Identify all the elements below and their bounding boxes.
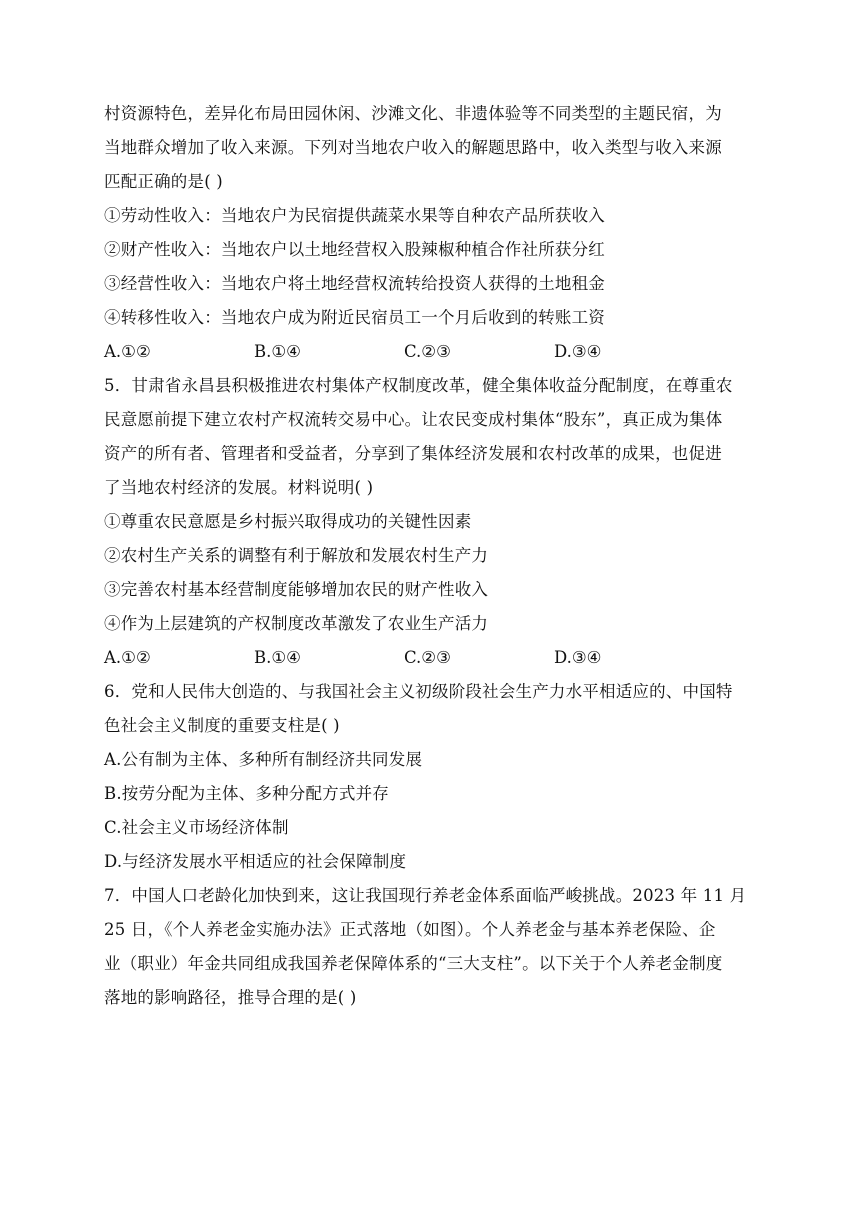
question-4-option-1: ①劳动性收入：当地农户为民宿提供蔬菜水果等自种农产品所获收入 — [104, 206, 605, 225]
question-5-choice-d: D.③④ — [554, 648, 602, 667]
question-7-stem-line-1: 7．中国人口老龄化加快到来，这让我国现行养老金体系面临严峻挑战。2023 年 11 月 — [104, 886, 747, 905]
question-5-choice-b: B.①④ — [254, 648, 301, 667]
question-4-choice-b: B.①④ — [254, 342, 301, 361]
question-4-stem-line-1: 村资源特色，差异化布局田园休闲、沙滩文化、非遗体验等不同类型的主题民宿，为 — [104, 104, 722, 123]
question-6-stem-line-2: 色社会主义制度的重要支柱是( ) — [104, 716, 340, 735]
question-6 — [104, 675, 764, 879]
question-4-option-3: ③经营性收入：当地农户将土地经营权流转给投资人获得的土地租金 — [104, 274, 605, 293]
question-4-option-2: ②财产性收入：当地农户以土地经营权入股辣椒种植合作社所获分红 — [104, 240, 605, 259]
document-page — [104, 97, 764, 1015]
question-7 — [104, 879, 764, 1015]
question-5-choice-c: C.②③ — [404, 648, 451, 667]
question-6-stem-line-1: 6．党和人民伟大创造的、与我国社会主义初级阶段社会生产力水平相适应的、中国特 — [104, 682, 733, 701]
question-5-stem-line-4: 了当地农村经济的发展。材料说明( ) — [104, 478, 374, 497]
question-7-stem-line-4: 落地的影响路径，推导合理的是( ) — [104, 988, 357, 1007]
question-4-choice-a: A.①② — [104, 342, 151, 361]
question-5-stem-line-1: 5．甘肃省永昌县积极推进农村集体产权制度改革，健全集体收益分配制度，在尊重农 — [104, 376, 733, 395]
question-5-option-1: ①尊重农民意愿是乡村振兴取得成功的关键性因素 — [104, 512, 472, 531]
question-5-option-3: ③完善农村基本经营制度能够增加农民的财产性收入 — [104, 580, 489, 599]
question-4-option-4: ④转移性收入：当地农户成为附近民宿员工一个月后收到的转账工资 — [104, 308, 605, 327]
question-7-stem-line-3: 业（职业）年金共同组成我国养老保障体系的“三大支柱”。以下关于个人养老金制度 — [104, 954, 723, 973]
question-5-option-2: ②农村生产关系的调整有利于解放和发展农村生产力 — [104, 546, 489, 565]
question-5-stem-line-2: 民意愿前提下建立农村产权流转交易中心。让农民变成村集体“股东”，真正成为集体 — [104, 410, 723, 429]
question-5-choice-a: A.①② — [104, 648, 151, 667]
question-4-choices — [104, 335, 764, 369]
question-6-option-b: B.按劳分配为主体、多种分配方式并存 — [104, 784, 389, 803]
question-5-stem-line-3: 资产的所有者、管理者和受益者，分享到了集体经济发展和农村改革的成果，也促进 — [104, 444, 722, 463]
question-4-stem-line-3: 匹配正确的是( ) — [104, 172, 223, 191]
question-4 — [104, 97, 764, 369]
question-6-option-a: A.公有制为主体、多种所有制经济共同发展 — [104, 750, 423, 769]
question-4-choice-c: C.②③ — [404, 342, 451, 361]
question-7-stem-line-2: 25 日，《个人养老金实施办法》正式落地（如图）。个人养老金与基本养老保险、企 — [104, 920, 716, 939]
question-5-choices — [104, 641, 764, 675]
question-5 — [104, 369, 764, 675]
question-6-option-d: D.与经济发展水平相适应的社会保障制度 — [104, 852, 407, 871]
question-4-stem-line-2: 当地群众增加了收入来源。下列对当地农户收入的解题思路中，收入类型与收入来源 — [104, 138, 722, 157]
question-5-option-4: ④作为上层建筑的产权制度改革激发了农业生产活力 — [104, 614, 489, 633]
question-6-option-c: C.社会主义市场经济体制 — [104, 818, 289, 837]
question-4-choice-d: D.③④ — [554, 342, 602, 361]
